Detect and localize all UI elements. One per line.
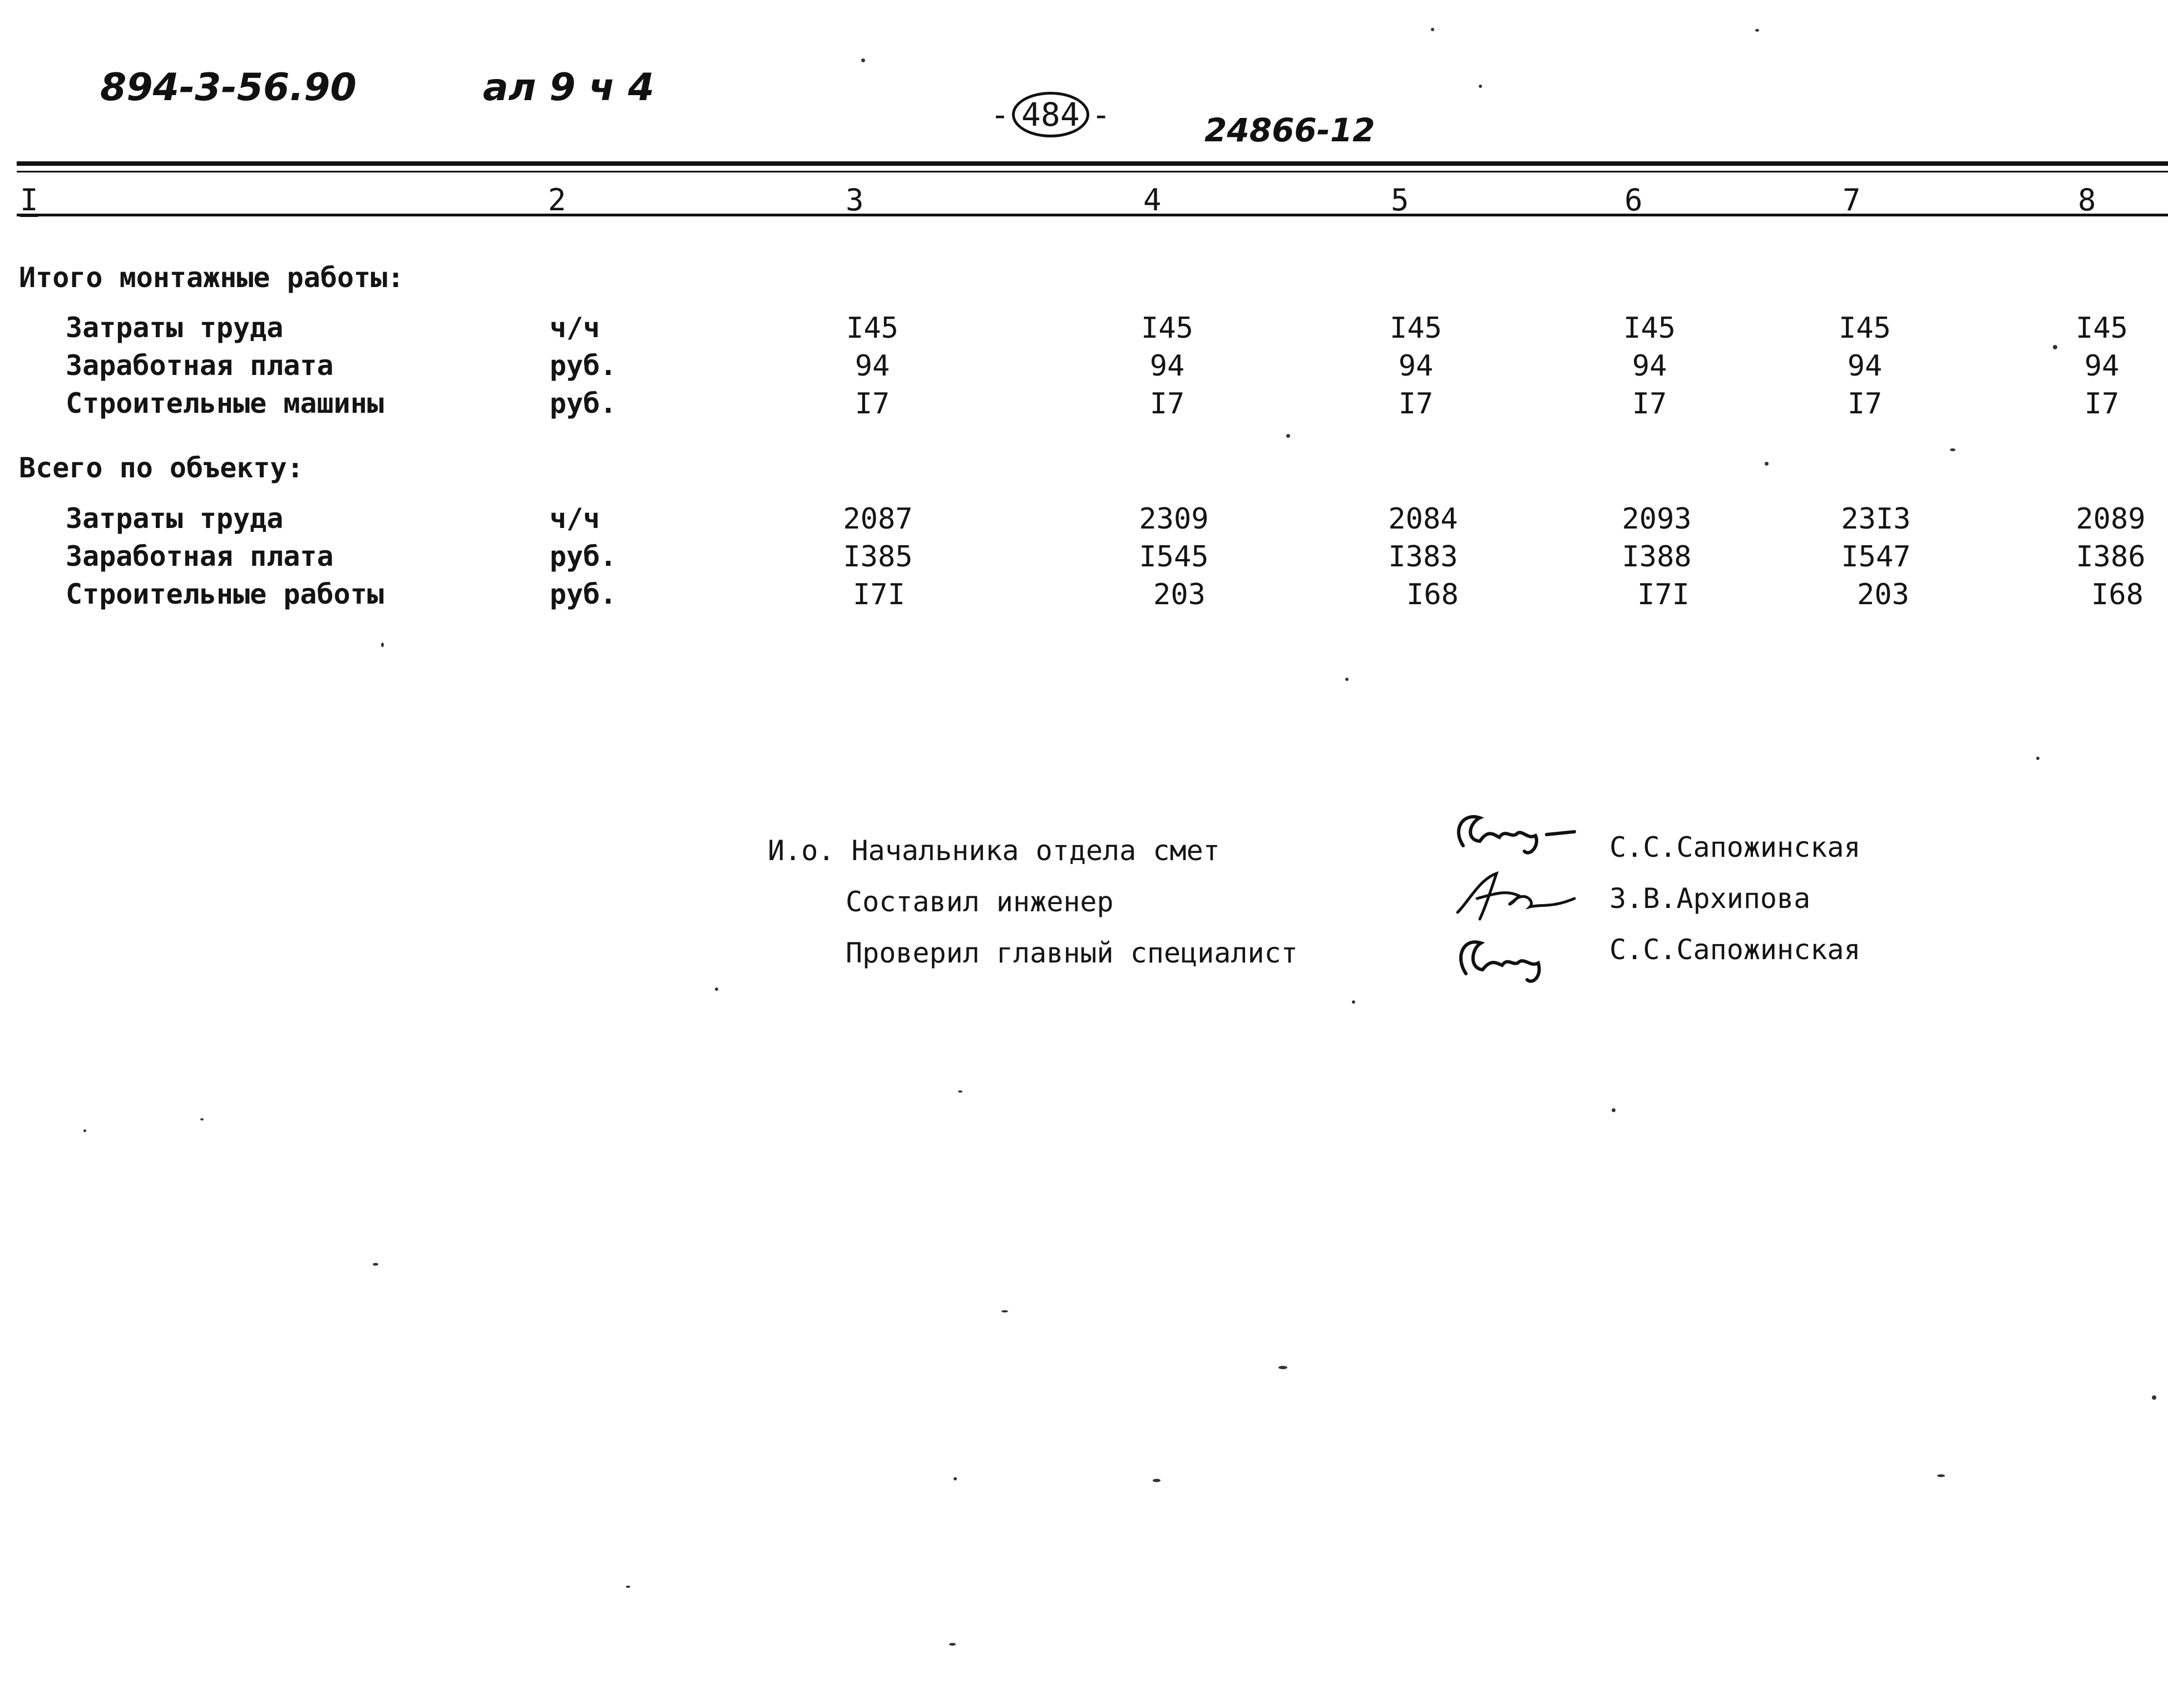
cell-value: 203 [1857, 578, 1909, 611]
cell-value: I7 [1632, 387, 1667, 421]
signature-handwritten [1446, 926, 1586, 988]
scan-speck [1153, 1479, 1160, 1482]
scan-speck [1286, 434, 1290, 438]
row-unit: руб. [550, 387, 617, 419]
signatory-name: З.В.Архипова [1609, 882, 1811, 915]
scan-speck [949, 1643, 956, 1646]
scan-speck [1937, 1474, 1945, 1477]
scan-speck [861, 58, 865, 62]
cell-value: 203 [1153, 578, 1206, 611]
cell-value: 23I3 [1841, 502, 1911, 536]
signatory-title: Составил инженер [846, 886, 1114, 918]
section-title: Всего по объекту: [19, 452, 304, 484]
header-rule-thin [17, 171, 2168, 172]
scan-speck [1479, 85, 1482, 88]
scan-speck [2036, 757, 2039, 760]
column-number-2: 2 [548, 182, 566, 218]
cell-value: 94 [855, 349, 890, 383]
scan-speck [954, 1477, 957, 1480]
cell-value: 2089 [2076, 502, 2146, 536]
column-number-6: 6 [1624, 182, 1643, 218]
cell-value: 94 [2084, 349, 2120, 383]
cell-value: I7 [1149, 387, 1185, 421]
cell-value: I7 [855, 387, 890, 421]
row-label: Строительные работы [66, 578, 384, 610]
row-unit: руб. [550, 349, 617, 382]
scan-speck [626, 1586, 630, 1588]
signatory-title: И.о. Начальника отдела смет [768, 835, 1220, 867]
cell-value: I385 [843, 540, 913, 574]
archive-number-handwritten: 24866-12 [1204, 111, 1375, 149]
column-number-8: 8 [2078, 182, 2096, 218]
scan-speck [715, 988, 718, 991]
cell-value: I545 [1139, 540, 1209, 574]
album-handwritten: ал 9 ч 4 [483, 66, 655, 110]
row-label: Затраты труда [66, 312, 284, 344]
scan-speck [381, 643, 384, 647]
scan-speck [200, 1118, 204, 1120]
cell-value: 2084 [1388, 502, 1458, 536]
cell-value: I7 [2084, 387, 2120, 421]
row-label: Строительные машины [66, 387, 384, 419]
signature-handwritten [1446, 807, 1586, 857]
page-number-circle: 484 [1012, 92, 1089, 137]
cell-value: 94 [1632, 349, 1667, 383]
cell-value: 2087 [843, 502, 913, 536]
cell-value: I7 [1398, 387, 1434, 421]
cell-value: I7I [853, 578, 905, 611]
signatory-title: Проверил главный специалист [846, 937, 1298, 969]
cell-value: I45 [1390, 312, 1442, 345]
scan-speck [373, 1263, 378, 1266]
scan-speck [1001, 1310, 1008, 1312]
cell-value: I386 [2076, 540, 2146, 574]
doc-code-handwritten: 894-3-56.90 [100, 66, 357, 110]
cell-value: I547 [1841, 540, 1911, 574]
row-label: Заработная плата [66, 349, 334, 382]
scan-speck [1612, 1108, 1616, 1112]
cell-value: I7I [1637, 578, 1690, 611]
row-unit: руб. [550, 578, 617, 610]
row-label: Заработная плата [66, 540, 334, 572]
cell-value: I68 [2091, 578, 2144, 611]
cell-value: I383 [1388, 540, 1458, 574]
scan-speck [1431, 28, 1434, 31]
cell-value: 94 [1847, 349, 1883, 383]
cell-value: I45 [2076, 312, 2128, 345]
row-unit: ч/ч [550, 312, 600, 344]
row-unit: ч/ч [550, 502, 600, 535]
cell-value: 94 [1398, 349, 1434, 383]
scan-speck [958, 1090, 962, 1093]
scan-speck [1352, 1000, 1355, 1004]
cell-value: I45 [1623, 312, 1676, 345]
column-number-7: 7 [1843, 182, 1861, 218]
scan-speck [2053, 345, 2057, 349]
cell-value: I388 [1622, 540, 1692, 574]
cell-value: I7 [1847, 387, 1883, 421]
cell-value: 2309 [1139, 502, 1209, 536]
signatory-name: С.С.Сапожинская [1609, 831, 1861, 863]
scan-speck [83, 1129, 86, 1132]
scan-speck [1950, 448, 1955, 451]
cell-value: I45 [1839, 312, 1891, 345]
signatory-name: С.С.Сапожинская [1609, 934, 1861, 966]
column-number-3: 3 [846, 182, 864, 218]
cell-value: 94 [1149, 349, 1185, 383]
scan-speck [1765, 462, 1769, 466]
scan-speck [1278, 1366, 1287, 1369]
cell-value: I45 [846, 312, 898, 345]
header-rule-thick [17, 161, 2168, 166]
column-number-5: 5 [1391, 182, 1409, 218]
signature-handwritten [1446, 868, 1586, 924]
column-number-4: 4 [1143, 182, 1162, 218]
row-unit: руб. [550, 540, 617, 572]
column-number-1: I [20, 182, 38, 218]
cell-value: 2093 [1622, 502, 1692, 536]
page-number: - 484 - [990, 92, 1111, 137]
cell-value: I68 [1406, 578, 1459, 611]
section-title: Итого монтажные работы: [19, 261, 404, 294]
cell-value: I45 [1141, 312, 1193, 345]
scan-speck [1755, 29, 1759, 32]
scan-speck [1345, 678, 1349, 681]
scan-speck [2152, 1395, 2156, 1400]
row-label: Затраты труда [66, 502, 284, 535]
